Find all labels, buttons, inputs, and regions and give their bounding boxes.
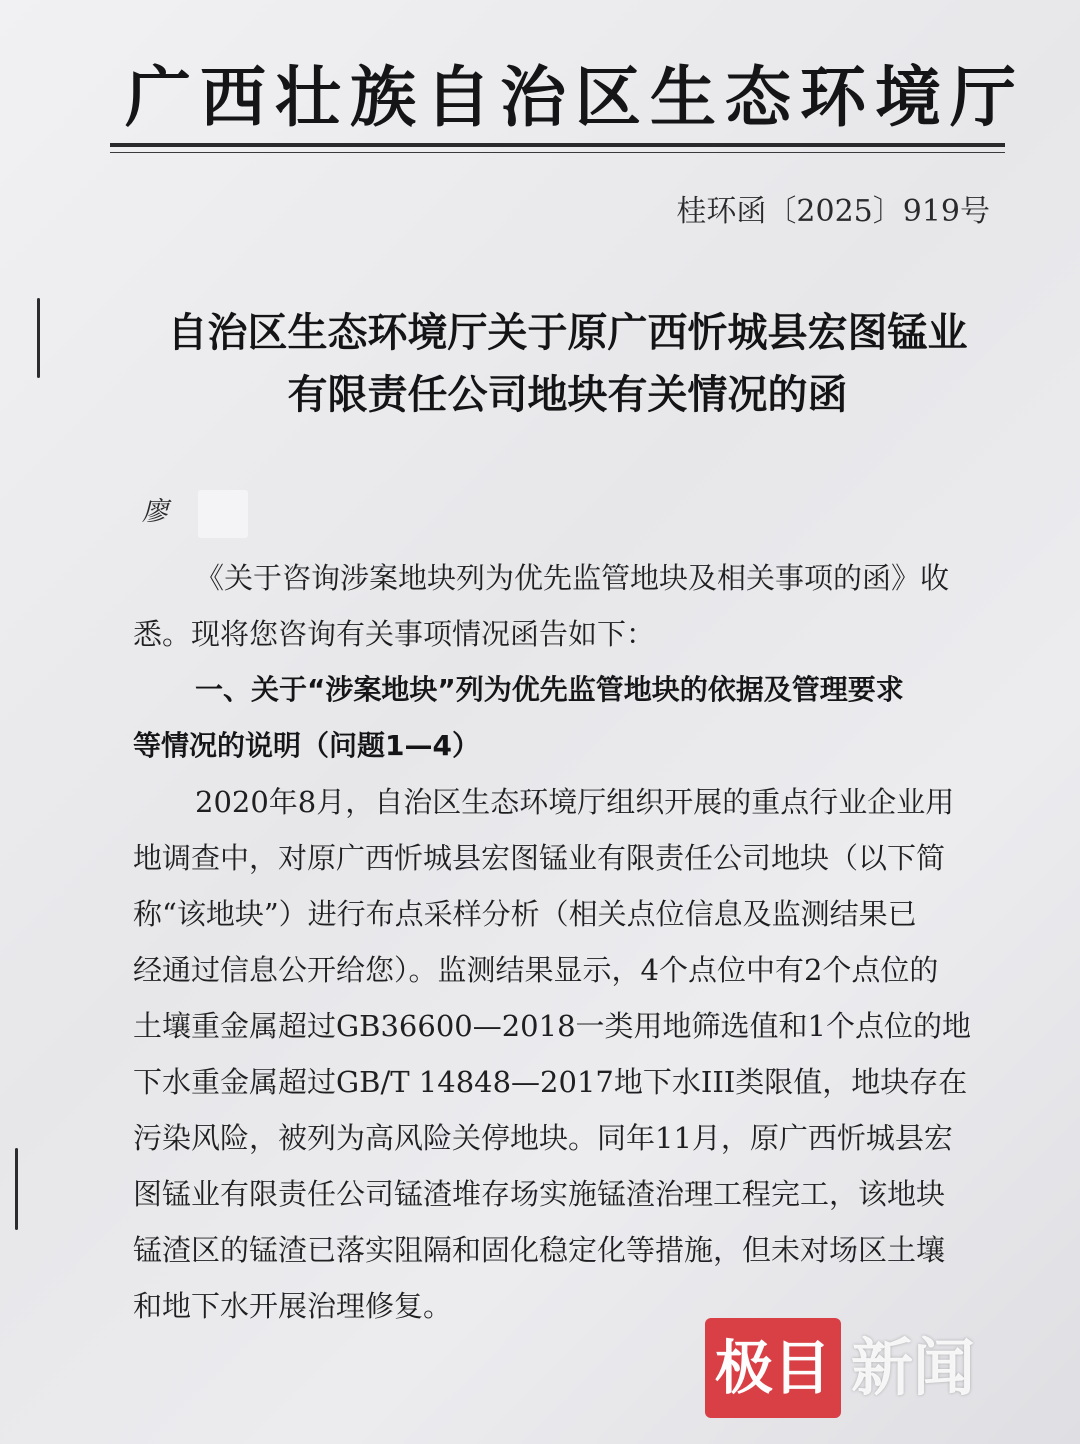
body-line: 污染风险，被列为高风险关停地块。同年11月，原广西忻城县宏 [133,1121,953,1155]
binding-staple-mark [37,298,40,378]
document-title [100,302,1035,426]
section-heading: 一、关于“涉案地块”列为优先监管地块的依据及管理要求 [195,673,904,706]
recipient-name: 廖 [142,497,169,527]
watermark-brand-red: 极目 [705,1318,841,1418]
news-watermark-logo [705,1318,975,1418]
document-body [133,550,995,1334]
binding-staple-mark [15,1148,18,1230]
document-title-line: 有限责任公司地块有关情况的函 [287,372,848,418]
body-line: 锰渣区的锰渣已落实阻隔和固化稳定化等措施，但未对场区土壤 [133,1233,946,1267]
body-line: 2020年8月，自治区生态环境厅组织开展的重点行业企业用 [195,785,955,819]
letterhead-rule-thin [110,152,1005,153]
body-line: 下水重金属超过GB/T 14848—2017地下水III类限值，地块存在 [133,1065,968,1099]
document-number: 桂环函〔2025〕919号 [676,194,990,229]
document-title-line: 自治区生态环境厅关于原广西忻城县宏图锰业 [167,310,968,356]
letterhead-title: 广西壮族自治区生态环境厅 [125,58,1025,136]
body-line: 《关于咨询涉案地块列为优先监管地块及相关事项的函》收 [195,561,950,595]
body-line: 图锰业有限责任公司锰渣堆存场实施锰渣治理工程完工，该地块 [133,1177,946,1211]
body-line: 称“该地块”）进行布点采样分析（相关点位信息及监测结果已 [133,897,917,931]
section-heading: 等情况的说明（问题1—4） [133,729,480,762]
watermark-brand-gray: 新闻 [851,1331,976,1404]
body-line: 经通过信息公开给您）。监测结果显示，4个点位中有2个点位的 [133,953,939,987]
redaction-block [198,490,248,538]
body-line: 悉。现将您咨询有关事项情况函告如下： [133,617,656,651]
letterhead-rule-thick [110,143,1005,147]
body-line: 和地下水开展治理修复。 [133,1289,453,1323]
body-line: 土壤重金属超过GB36600—2018一类用地筛选值和1个点位的地 [133,1009,971,1043]
body-line: 地调查中，对原广西忻城县宏图锰业有限责任公司地块（以下简 [133,841,946,875]
